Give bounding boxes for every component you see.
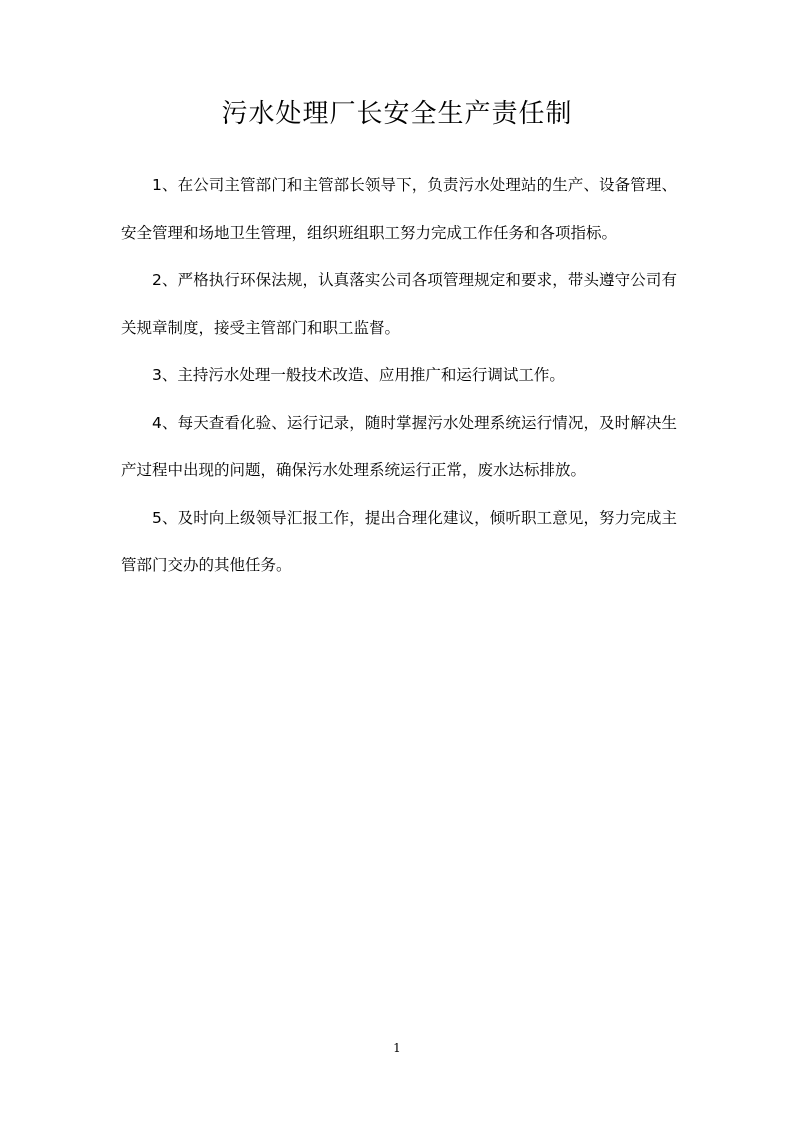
paragraph-2: 2、严格执行环保法规，认真落实公司各项管理规定和要求，带头遵守公司有关规章制度，接受主管部门和职工监督。 bbox=[121, 271, 677, 337]
document-title: 污水处理厂长安全生产责任制 bbox=[221, 99, 573, 129]
paragraph-4: 4、每天查看化验、运行记录，随时掌握污水处理系统运行情况，及时解决生产过程中出现的问题，确保污水处理系统运行正常，废水达标排放。 bbox=[121, 413, 677, 479]
paragraph-5: 5、及时向上级领导汇报工作，提出合理化建议，倾听职工意见，努力完成主管部门交办的其他任务。 bbox=[121, 508, 677, 574]
paragraph-1: 1、在公司主管部门和主管部长领导下，负责污水处理站的生产、设备管理、安全管理和场地卫生管理，组织班组职工努力完成工作任务和各项指标。 bbox=[121, 176, 677, 242]
document-body bbox=[121, 162, 677, 590]
paragraph-3: 3、主持污水处理一般技术改造、应用推广和运行调试工作。 bbox=[152, 366, 565, 384]
page-number: 1 bbox=[393, 1041, 401, 1055]
